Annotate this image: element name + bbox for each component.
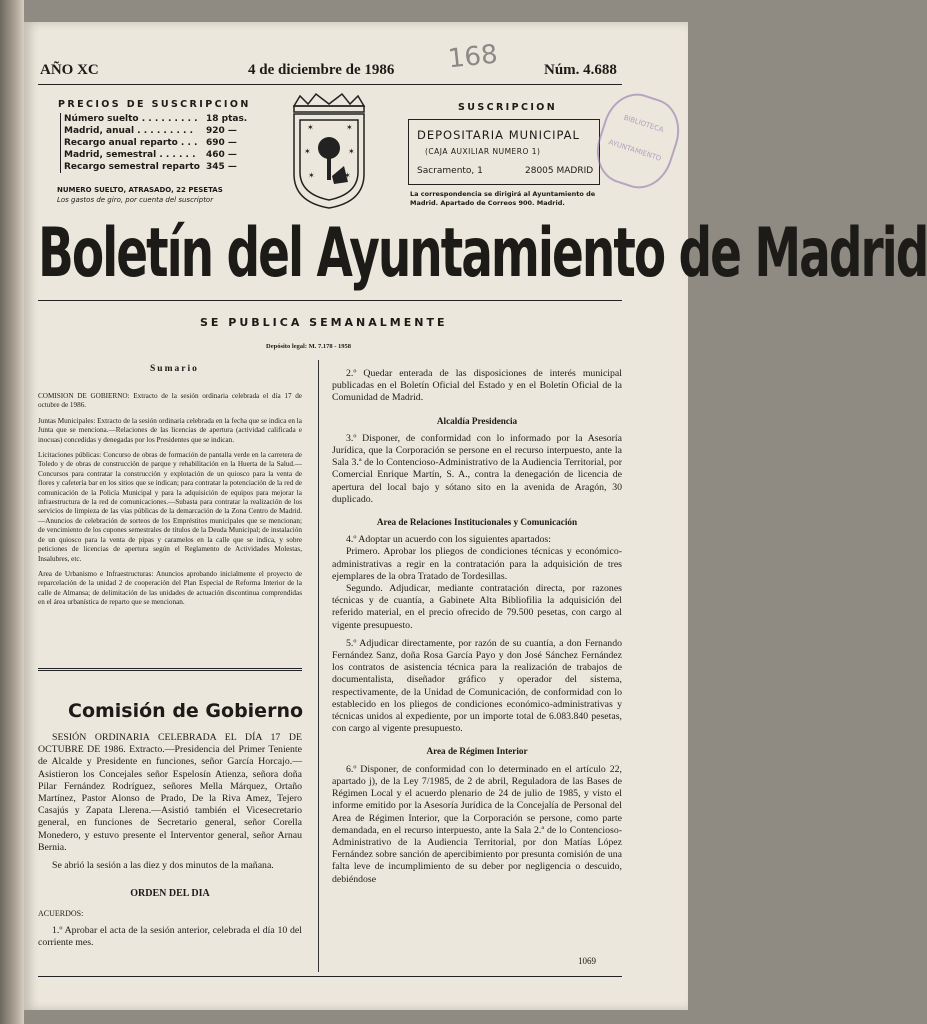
prices-table (60, 113, 251, 173)
stamp-line: BIBLIOTECA (622, 113, 665, 135)
agenda-item: 6.º Disponer, de conformidad con lo determinado en el artículo 22, apartado j), de la Ley 7/1985, de 2 de abril, Reguladora de las Bases de Régimen Local y el acuerdo plenario de 24 de julio de 1985, y visto el informe emitido por la Asesoría Jurídica de la Concejalía de Personal del Area de Régimen Interior, que la Corporación se persone, como parte demandada, en el recurso interpuesto, ante la Sala 2.ª de lo Contencioso-Administrativo de la Audiencia Territorial, por don Matías López Fernández sobre sanción de apercibimiento por presunta comisión de una falta leve de incumplimiento de su deber por negligencia o descuido, debiéndose (332, 763, 622, 885)
header-rule (38, 84, 622, 85)
summary-item: Licitaciones públicas: Concurso de obras de formación de pantalla verde en la carretera de Toledo y de obras de construcción de parque y rehabilitación en la Huerta de la Salud.—Concursos para contratar la construcción y explotación de un quiosco para la venta de flores y cafetería bar en los sitios que se indican; para contratar la potenciación de la red de comunicación de la Policía Municipal y para la adquisición de equipos para mejorar la infraestructura de la red de comunicaciones.—Subasta para contratar la realización de los servicios de limpieza de las vías públicas de la demarcación de la Zona Centro de Madrid.—Anuncios de celebración de sorteos de los Empréstitos municipales que se mencionan; de vencimiento de los cupones semestrales de títulos de la Deuda Municipal; de instalación de un quiosco para la venta de pipas y caramelos en la calle que se indica, y sobre peticiones de licencias de apertura según el Reglamento de Actividades Molestas, Insalubres, etc. (38, 451, 302, 563)
price-label: Número suelto . . . . . . . . . (64, 114, 198, 124)
price-row (61, 161, 251, 173)
price-row (61, 113, 251, 125)
subsection-heading: Area de Relaciones Institucionales y Comunicación (376, 517, 578, 528)
summary-item: Juntas Municipales: Extracto de la sesión ordinaria celebrada en la fecha que se indica en la Junta que se menciona.—Relaciones de las licencias de apertura (actividad calificada e inocuas) concedidas y denegadas por los Presidentes que se indican. (38, 416, 302, 444)
year-label: AÑO XC (40, 62, 99, 78)
summary-item: COMISION DE GOBIERNO: Extracto de la sesión ordinaria celebrada el día 17 de octubre de 1986. (38, 392, 302, 410)
footer-rule (38, 976, 622, 977)
prices-note-shipping: Los gastos de giro, por cuenta del suscriptor (57, 196, 214, 204)
agenda-item: 2.º Quedar enterada de las disposiciones de interés municipal publicadas en el Boletín Oficial del Estado y en el Boletín Oficial de la Comunidad de Madrid. (332, 368, 622, 404)
comision-paragraph: 1.º Aprobar el acta de la sesión anterior, celebrada el día 10 del corriente mes. (38, 924, 302, 948)
price-row (61, 137, 251, 149)
box-postal-code: 28005 MADRID (525, 166, 594, 176)
comision-paragraph: SESIÓN ORDINARIA CELEBRADA EL DÍA 17 DE OCTUBRE DE 1986. Extracto.—Presidencia del Primer Teniente de Alcalde y Presidente en funciones, señor García Horcajo.—Asistieron los Concejales señor Espelosín Atienza, señora doña Pilar Fernández Rodríguez, señores Mella Márquez, Ortaño Martínez, Pastor Alonso de Prado, De la Riva Amez, Tejero Casajús y Zapata Llerena.—Asistió también el Vicesecretario general, en funciones de Secretario general, señor Corella Monedero, y estuvo presente el Interventor general, señor Arnau Bernia. (38, 732, 302, 853)
masthead-rule (38, 300, 622, 301)
summary-item: Area de Urbanismo e Infraestructuras: Anuncios aprobando inicialmente el proyecto de reparcelación de la unidad 2 de cooperación del Plan Especial de Reforma Interior de la calle de Almansa; de delimitación de las unidades de actuación discontinua comprendidas en el área urbanística de reparto que se mencionan. (38, 569, 302, 607)
price-label: Recargo anual reparto . . . (64, 138, 198, 148)
price-row (61, 125, 251, 137)
agenda-item: Segundo. Adjudicar, mediante contratación directa, por razones técnicas y de cuantía, a Gabinete Alta Bibliofilia la adquisición del referido material, en el precio ofrecido de 79.500 pesetas, con cargo al vigente presupuesto. (332, 583, 622, 631)
box-subtitle: (CAJA AUXILIAR NUMERO 1) (425, 147, 541, 156)
box-address: Sacramento, 1 (417, 166, 483, 176)
price-row (61, 149, 251, 161)
masthead-title: Boletín del Ayuntamiento de Madrid (38, 213, 927, 294)
price-value: 345 — (205, 162, 237, 172)
publication-frequency: SE PUBLICA SEMANALMENTE (200, 316, 448, 329)
column-divider (318, 360, 319, 972)
prices-title: PRECIOS DE SUSCRIPCION (58, 99, 251, 110)
book-spine (0, 0, 24, 1024)
box-title: DEPOSITARIA MUNICIPAL (417, 128, 580, 142)
svg-text:✶: ✶ (346, 123, 353, 132)
section-heading: Comisión de Gobierno (68, 700, 304, 722)
subscription-title: SUSCRIPCION (458, 102, 558, 113)
price-value: 18 ptas. (205, 114, 248, 124)
stamp-line: AYUNTAMIENTO (607, 138, 663, 163)
summary-rule (38, 668, 302, 671)
page-number: 1069 (578, 956, 596, 966)
agreements-label: ACUERDOS: (38, 909, 84, 919)
right-column (332, 368, 622, 886)
subscription-note: La correspondencia se dirigirá al Ayuntamiento de Madrid. Apartado de Correos 900. Madrid. (410, 190, 596, 207)
svg-text:✶: ✶ (307, 123, 314, 132)
prices-note-back-issue: NUMERO SUELTO, ATRASADO, 22 PESETAS (57, 186, 223, 194)
price-label: Madrid, semestral . . . . . . (64, 150, 196, 160)
comision-paragraph: Se abrió la sesión a las diez y dos minutos de la mañana. (52, 860, 274, 872)
madrid-coat-of-arms-icon (286, 92, 372, 212)
svg-text:✶: ✶ (348, 147, 355, 156)
agenda-item: 3.º Disponer, de conformidad con lo informado por la Asesoría Jurídica, que la Corporación se persone en el recurso interpuesto, ante la Sala 3.ª de lo Contencioso-Administrativo de la Audiencia Territorial, por Comercial Enrique Martín, S. A., contra la denegación de licencia de apertura del local bajo y sótano sito en la avenida de Aragón, 30 duplicado. (332, 432, 622, 505)
summary-body (38, 392, 302, 608)
price-value: 920 — (205, 126, 237, 136)
issue-number: Núm. 4.688 (544, 62, 617, 78)
price-label: Madrid, anual . . . . . . . . . (64, 126, 194, 136)
subsection-heading: Area de Régimen Interior (426, 746, 528, 757)
agenda-item: 5.º Adjudicar directamente, por razón de su cuantía, a don Fernando Fernández Sanz, doña Rosa García Payo y don José Sánchez Fernández los contratos de asistencia técnica para la realización de trabajos de documentalista, diseñador gráfico y operador del sistema, respectivamente, de la Unidad de Comunicación, de conformidad con lo establecido en los pliegos de condiciones económico-administrativas y técnicas unidos al expediente, por un importe total de 6.083.840 pesetas, con cargo al vigente presupuesto. (332, 637, 622, 735)
svg-text:✶: ✶ (304, 147, 311, 156)
agenda-item: Primero. Aprobar los pliegos de condiciones técnicas y económico-administrativas a regir en la contratación para la adquisición de tres ejemplares de la obra Tratado de Tordesillas. (332, 546, 622, 582)
comision-body (38, 732, 302, 949)
summary-title: Sumario (150, 364, 199, 374)
subscription-box (408, 119, 600, 185)
agenda-heading: ORDEN DEL DIA (130, 888, 210, 900)
price-value: 460 — (205, 150, 237, 160)
legal-deposit: Depósito legal: M. 7.178 - 1958 (266, 343, 352, 350)
handwritten-note: 168 (446, 39, 500, 75)
svg-text:✶: ✶ (344, 171, 351, 180)
price-label: Recargo semestral reparto (64, 162, 200, 172)
svg-text:✶: ✶ (308, 171, 315, 180)
price-value: 690 — (205, 138, 237, 148)
subsection-heading: Alcaldía Presidencia (436, 415, 518, 426)
issue-date: 4 de diciembre de 1986 (248, 62, 395, 78)
agenda-item: 4.º Adoptar un acuerdo con los siguientes apartados: (346, 534, 551, 546)
